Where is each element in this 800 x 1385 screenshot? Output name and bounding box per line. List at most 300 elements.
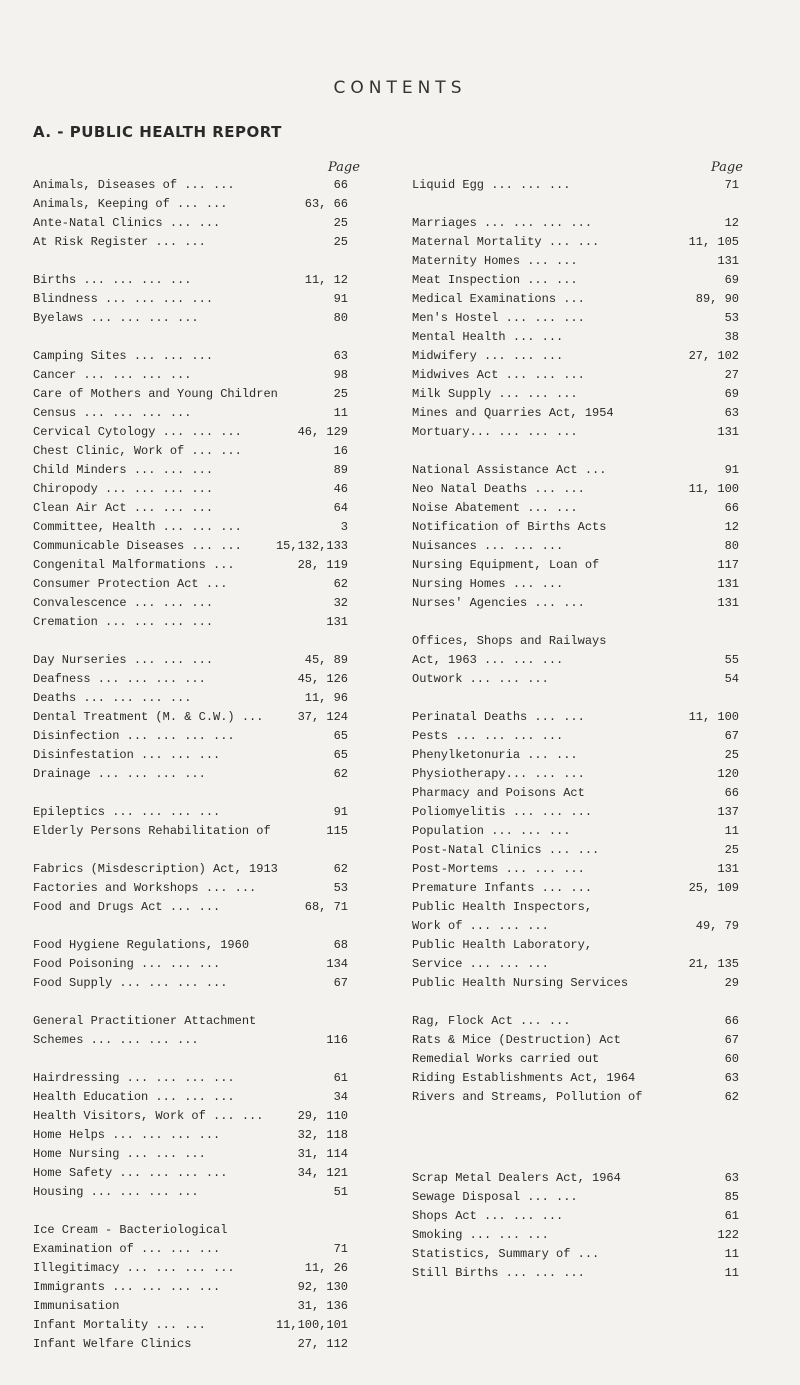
index-entry-label: Milk Supply ... ... ... <box>412 387 578 401</box>
index-entry <box>33 1126 348 1145</box>
index-entry-label: Committee, Health ... ... ... <box>33 520 242 534</box>
index-entry-label: Immigrants ... ... ... ... <box>33 1280 221 1294</box>
index-entry-page: 117 <box>717 558 739 572</box>
right-index-column-bottom <box>412 1169 739 1283</box>
index-entry-page: 62 <box>333 577 348 591</box>
index-entry-label: Home Nursing ... ... ... <box>33 1147 206 1161</box>
index-entry-label: Medical Examinations ... <box>412 292 585 306</box>
index-entry-page: 21, 135 <box>688 957 739 971</box>
index-entry <box>33 423 348 442</box>
index-entry <box>412 936 739 955</box>
index-entry <box>33 1107 348 1126</box>
index-entry <box>33 1240 348 1259</box>
index-entry-label: Food and Drugs Act ... ... <box>33 900 221 914</box>
index-entry-page: 62 <box>724 1090 739 1104</box>
index-entry-label: Public Health Laboratory, <box>412 938 593 952</box>
index-entry <box>412 708 739 727</box>
index-entry <box>33 974 348 993</box>
index-entry <box>33 898 348 917</box>
index-entry <box>33 822 348 841</box>
index-entry-page: 63 <box>724 1071 739 1085</box>
index-entry-page: 131 <box>717 577 739 591</box>
index-entry-label: Midwifery ... ... ... <box>412 349 564 363</box>
index-entry <box>412 1012 739 1031</box>
index-entry-label: Deaths ... ... ... ... <box>33 691 192 705</box>
index-entry <box>33 1145 348 1164</box>
index-entry <box>412 784 739 803</box>
index-entry <box>33 499 348 518</box>
index-entry-label: Fabrics (Misdescription) Act, 1913 <box>33 862 278 876</box>
index-entry-page: 25 <box>724 748 739 762</box>
index-entry-page: 131 <box>717 862 739 876</box>
index-entry <box>33 1164 348 1183</box>
index-entry-page: 34 <box>333 1090 348 1104</box>
index-entry-label: Poliomyelitis ... ... ... <box>412 805 593 819</box>
index-entry-label: Noise Abatement ... ... <box>412 501 578 515</box>
right-index-column <box>412 176 739 1107</box>
index-entry-page: 46 <box>333 482 348 496</box>
index-entry-label: Statistics, Summary of ... <box>412 1247 600 1261</box>
index-entry-label: Home Helps ... ... ... ... <box>33 1128 221 1142</box>
index-entry-page: 25 <box>333 387 348 401</box>
index-entry-label: Examination of ... ... ... <box>33 1242 221 1256</box>
index-entry <box>33 366 348 385</box>
index-entry <box>412 594 739 613</box>
index-entry <box>33 803 348 822</box>
index-entry <box>33 195 348 214</box>
index-entry-label: Elderly Persons Rehabilitation of <box>33 824 271 838</box>
index-entry-page: 11, 12 <box>304 273 348 287</box>
index-entry-label: Sewage Disposal ... ... <box>412 1190 578 1204</box>
index-entry-page: 49, 79 <box>695 919 739 933</box>
index-entry-page: 61 <box>333 1071 348 1085</box>
index-entry-page: 89, 90 <box>695 292 739 306</box>
index-entry-label: Infant Welfare Clinics <box>33 1337 192 1351</box>
index-entry <box>412 1188 739 1207</box>
index-entry-page: 98 <box>333 368 348 382</box>
index-entry-label: Schemes ... ... ... ... <box>33 1033 199 1047</box>
index-entry-label: Riding Establishments Act, 1964 <box>412 1071 636 1085</box>
index-entry-label: Immunisation <box>33 1299 120 1313</box>
index-entry <box>33 1088 348 1107</box>
index-entry-page: 66 <box>724 1014 739 1028</box>
index-entry-label: Dental Treatment (M. & C.W.) ... <box>33 710 264 724</box>
index-entry <box>33 613 348 632</box>
index-entry-label: Consumer Protection Act ... <box>33 577 228 591</box>
index-entry <box>412 860 739 879</box>
index-entry <box>33 537 348 556</box>
index-entry-page: 51 <box>333 1185 348 1199</box>
index-entry-page: 67 <box>724 729 739 743</box>
index-entry-label: Health Education ... ... ... <box>33 1090 235 1104</box>
index-entry-page: 25 <box>333 235 348 249</box>
index-entry <box>412 822 739 841</box>
index-entry-label: Population ... ... ... <box>412 824 571 838</box>
index-entry-page: 11,100,101 <box>275 1318 348 1332</box>
index-entry-label: Physiotherapy... ... ... <box>412 767 585 781</box>
index-entry <box>33 518 348 537</box>
index-entry <box>412 290 739 309</box>
index-entry-page: 63 <box>724 1171 739 1185</box>
index-entry-page: 45, 89 <box>304 653 348 667</box>
index-entry-page: 66 <box>333 178 348 192</box>
index-entry-page: 11, 100 <box>688 710 739 724</box>
index-entry <box>412 1088 739 1107</box>
index-entry-label: General Practitioner Attachment <box>33 1014 257 1028</box>
index-entry-label: Pests ... ... ... ... <box>412 729 564 743</box>
index-entry-label: Pharmacy and Poisons Act <box>412 786 585 800</box>
index-entry <box>412 271 739 290</box>
index-entry <box>412 404 739 423</box>
index-entry-page: 92, 130 <box>297 1280 348 1294</box>
index-entry-page: 27, 112 <box>297 1337 348 1351</box>
index-entry-label: Notification of Births Acts <box>412 520 607 534</box>
index-entry-page: 62 <box>333 767 348 781</box>
index-entry-label: Maternal Mortality ... ... <box>412 235 600 249</box>
index-entry-label: Still Births ... ... ... <box>412 1266 585 1280</box>
index-entry-label: Byelaws ... ... ... ... <box>33 311 199 325</box>
index-entry-page: 69 <box>724 273 739 287</box>
index-entry-label: Chest Clinic, Work of ... ... <box>33 444 242 458</box>
index-entry-label: Cremation ... ... ... ... <box>33 615 214 629</box>
index-entry-page: 91 <box>724 463 739 477</box>
index-entry-label: Mines and Quarries Act, 1954 <box>412 406 614 420</box>
index-entry-page: 12 <box>724 216 739 230</box>
index-entry <box>33 1259 348 1278</box>
index-entry <box>412 974 739 993</box>
index-entry-page: 25 <box>333 216 348 230</box>
index-entry-label: Home Safety ... ... ... ... <box>33 1166 228 1180</box>
index-entry-page: 11, 96 <box>304 691 348 705</box>
index-entry <box>412 233 739 252</box>
index-entry <box>33 955 348 974</box>
index-entry-page: 71 <box>724 178 739 192</box>
index-entry-page: 55 <box>724 653 739 667</box>
index-entry <box>412 1031 739 1050</box>
index-entry <box>33 347 348 366</box>
index-entry-page: 11, 105 <box>688 235 739 249</box>
index-entry <box>33 290 348 309</box>
index-entry-page: 31, 114 <box>297 1147 348 1161</box>
index-entry-label: Scrap Metal Dealers Act, 1964 <box>412 1171 621 1185</box>
index-entry-page: 3 <box>340 520 348 534</box>
index-entry-label: Chiropody ... ... ... ... <box>33 482 214 496</box>
index-entry <box>33 480 348 499</box>
index-entry-label: Ante-Natal Clinics ... ... <box>33 216 221 230</box>
index-entry-page: 67 <box>333 976 348 990</box>
index-entry-label: Shops Act ... ... ... <box>412 1209 564 1223</box>
index-entry-label: Camping Sites ... ... ... <box>33 349 214 363</box>
right-page-column-header: Page <box>711 160 743 175</box>
index-entry-page: 37, 124 <box>297 710 348 724</box>
index-entry-page: 85 <box>724 1190 739 1204</box>
index-entry-page: 31, 136 <box>297 1299 348 1313</box>
section-heading: A. - PUBLIC HEALTH REPORT <box>33 123 282 141</box>
index-entry-label: Infant Mortality ... ... <box>33 1318 206 1332</box>
index-entry <box>412 841 739 860</box>
index-entry <box>33 556 348 575</box>
index-entry-label: Rag, Flock Act ... ... <box>412 1014 571 1028</box>
index-entry <box>412 765 739 784</box>
index-entry <box>33 1221 348 1240</box>
index-entry-label: Census ... ... ... ... <box>33 406 192 420</box>
index-entry-page: 68, 71 <box>304 900 348 914</box>
index-entry-page: 122 <box>717 1228 739 1242</box>
index-entry-label: Health Visitors, Work of ... ... <box>33 1109 264 1123</box>
index-entry <box>412 328 739 347</box>
index-entry-label: Disinfestation ... ... ... <box>33 748 221 762</box>
index-entry <box>412 176 739 195</box>
index-entry <box>412 1207 739 1226</box>
index-entry <box>412 670 739 689</box>
index-entry <box>33 651 348 670</box>
index-entry <box>412 556 739 575</box>
index-entry <box>412 499 739 518</box>
index-entry-page: 120 <box>717 767 739 781</box>
index-entry-label: Blindness ... ... ... ... <box>33 292 214 306</box>
index-entry-label: Factories and Workshops ... ... <box>33 881 257 895</box>
index-entry <box>412 480 739 499</box>
index-entry <box>33 689 348 708</box>
index-entry-page: 29 <box>724 976 739 990</box>
index-entry-page: 53 <box>333 881 348 895</box>
index-entry-label: Convalescence ... ... ... <box>33 596 214 610</box>
index-entry <box>33 1278 348 1297</box>
index-entry <box>33 746 348 765</box>
index-entry <box>412 917 739 936</box>
index-entry-page: 38 <box>724 330 739 344</box>
index-entry <box>33 765 348 784</box>
index-entry-page: 64 <box>333 501 348 515</box>
index-entry <box>412 461 739 480</box>
index-entry-label: Post-Mortems ... ... ... <box>412 862 585 876</box>
index-entry-label: Food Poisoning ... ... ... <box>33 957 221 971</box>
index-entry-label: Smoking ... ... ... <box>412 1228 549 1242</box>
index-entry-page: 63 <box>333 349 348 363</box>
index-entry-page: 137 <box>717 805 739 819</box>
index-entry-page: 116 <box>326 1033 348 1047</box>
index-entry <box>412 746 739 765</box>
index-entry <box>412 1169 739 1188</box>
index-entry <box>33 233 348 252</box>
index-entry <box>33 1069 348 1088</box>
index-entry-page: 91 <box>333 292 348 306</box>
index-entry-label: Neo Natal Deaths ... ... <box>412 482 585 496</box>
index-entry <box>33 575 348 594</box>
index-entry-label: Public Health Nursing Services <box>412 976 629 990</box>
index-entry-page: 12 <box>724 520 739 534</box>
page-title: CONTENTS <box>333 78 467 98</box>
index-entry <box>412 632 739 651</box>
index-entry-label: Cervical Cytology ... ... ... <box>33 425 242 439</box>
index-entry-page: 11 <box>724 1266 739 1280</box>
index-entry <box>412 385 739 404</box>
index-entry <box>412 518 739 537</box>
index-entry-label: Act, 1963 ... ... ... <box>412 653 564 667</box>
index-entry-page: 11, 26 <box>304 1261 348 1275</box>
index-entry <box>412 651 739 670</box>
index-entry-page: 63, 66 <box>304 197 348 211</box>
index-entry <box>33 708 348 727</box>
index-entry-page: 66 <box>724 786 739 800</box>
index-entry-page: 131 <box>326 615 348 629</box>
index-entry-label: Perinatal Deaths ... ... <box>412 710 585 724</box>
index-entry-page: 32, 118 <box>297 1128 348 1142</box>
left-index-column <box>33 176 348 1354</box>
index-entry-label: Animals, Keeping of ... ... <box>33 197 228 211</box>
index-entry-page: 60 <box>724 1052 739 1066</box>
index-entry-label: Liquid Egg ... ... ... <box>412 178 571 192</box>
index-entry <box>412 1050 739 1069</box>
index-entry <box>33 1335 348 1354</box>
index-entry <box>412 347 739 366</box>
index-entry <box>33 727 348 746</box>
index-entry <box>33 879 348 898</box>
index-entry-page: 65 <box>333 729 348 743</box>
index-entry-label: Drainage ... ... ... ... <box>33 767 206 781</box>
index-entry-page: 53 <box>724 311 739 325</box>
index-entry-label: Mortuary... ... ... ... <box>412 425 578 439</box>
index-entry <box>33 214 348 233</box>
index-entry-page: 11 <box>333 406 348 420</box>
index-entry-label: Births ... ... ... ... <box>33 273 192 287</box>
index-entry-label: Phenylketonuria ... ... <box>412 748 578 762</box>
index-entry-page: 25, 109 <box>688 881 739 895</box>
index-entry <box>412 575 739 594</box>
index-entry <box>412 879 739 898</box>
index-entry <box>412 727 739 746</box>
index-entry-label: Cancer ... ... ... ... <box>33 368 192 382</box>
index-entry-page: 15,132,133 <box>275 539 348 553</box>
index-entry <box>412 955 739 974</box>
index-entry-page: 29, 110 <box>297 1109 348 1123</box>
index-entry-label: Hairdressing ... ... ... ... <box>33 1071 235 1085</box>
index-entry-page: 45, 126 <box>297 672 348 686</box>
index-entry <box>33 385 348 404</box>
index-entry-page: 63 <box>724 406 739 420</box>
index-entry <box>33 1031 348 1050</box>
index-entry-page: 115 <box>326 824 348 838</box>
index-entry-page: 65 <box>333 748 348 762</box>
index-entry-page: 27 <box>724 368 739 382</box>
index-entry-page: 11, 100 <box>688 482 739 496</box>
index-entry-label: Meat Inspection ... ... <box>412 273 578 287</box>
index-entry-page: 91 <box>333 805 348 819</box>
index-entry <box>412 1245 739 1264</box>
index-entry <box>412 1264 739 1283</box>
index-entry <box>33 461 348 480</box>
index-entry-label: Men's Hostel ... ... ... <box>412 311 585 325</box>
index-entry-page: 16 <box>333 444 348 458</box>
index-entry <box>33 1183 348 1202</box>
index-entry-page: 28, 119 <box>297 558 348 572</box>
index-entry-label: Maternity Homes ... ... <box>412 254 578 268</box>
index-entry-label: Public Health Inspectors, <box>412 900 593 914</box>
index-entry <box>33 1012 348 1031</box>
index-entry-label: Work of ... ... ... <box>412 919 549 933</box>
index-entry-page: 71 <box>333 1242 348 1256</box>
index-entry <box>33 404 348 423</box>
index-entry-page: 67 <box>724 1033 739 1047</box>
index-entry-page: 32 <box>333 596 348 610</box>
index-entry-page: 131 <box>717 254 739 268</box>
index-entry-label: Epileptics ... ... ... ... <box>33 805 221 819</box>
index-entry-label: Midwives Act ... ... ... <box>412 368 585 382</box>
index-entry <box>33 271 348 290</box>
index-entry-page: 131 <box>717 596 739 610</box>
index-entry-label: National Assistance Act ... <box>412 463 607 477</box>
index-entry <box>33 936 348 955</box>
index-entry-label: Animals, Diseases of ... ... <box>33 178 235 192</box>
index-entry-label: Nursing Equipment, Loan of <box>412 558 600 572</box>
index-entry-label: Marriages ... ... ... ... <box>412 216 593 230</box>
index-entry-label: Day Nurseries ... ... ... <box>33 653 214 667</box>
index-entry-label: Congenital Malformations ... <box>33 558 235 572</box>
index-entry-page: 11 <box>724 824 739 838</box>
index-entry-label: Care of Mothers and Young Children <box>33 387 278 401</box>
index-entry-label: Outwork ... ... ... <box>412 672 549 686</box>
index-entry-label: Nursing Homes ... ... <box>412 577 564 591</box>
index-entry-page: 61 <box>724 1209 739 1223</box>
index-entry-label: Clean Air Act ... ... ... <box>33 501 214 515</box>
index-entry-label: Post-Natal Clinics ... ... <box>412 843 600 857</box>
index-entry <box>412 214 739 233</box>
index-entry-page: 11 <box>724 1247 739 1261</box>
index-entry-label: Remedial Works carried out <box>412 1052 600 1066</box>
index-entry-label: Child Minders ... ... ... <box>33 463 214 477</box>
index-entry-label: Nuisances ... ... ... <box>412 539 564 553</box>
index-entry-label: Offices, Shops and Railways <box>412 634 607 648</box>
index-entry <box>412 898 739 917</box>
index-entry <box>412 366 739 385</box>
index-entry-label: Communicable Diseases ... ... <box>33 539 242 553</box>
index-entry <box>412 803 739 822</box>
index-entry <box>412 1069 739 1088</box>
index-entry-page: 69 <box>724 387 739 401</box>
index-entry <box>33 670 348 689</box>
index-entry <box>33 594 348 613</box>
index-entry-label: Service ... ... ... <box>412 957 549 971</box>
index-entry-page: 89 <box>333 463 348 477</box>
index-entry-page: 66 <box>724 501 739 515</box>
index-entry-label: Nurses' Agencies ... ... <box>412 596 585 610</box>
index-entry-label: Food Supply ... ... ... ... <box>33 976 228 990</box>
index-entry-page: 134 <box>326 957 348 971</box>
index-entry-page: 62 <box>333 862 348 876</box>
index-entry-label: Mental Health ... ... <box>412 330 564 344</box>
index-entry-page: 34, 121 <box>297 1166 348 1180</box>
index-entry-label: Premature Infants ... ... <box>412 881 593 895</box>
index-entry-label: Illegitimacy ... ... ... ... <box>33 1261 235 1275</box>
index-entry <box>412 252 739 271</box>
index-entry-label: At Risk Register ... ... <box>33 235 206 249</box>
left-page-column-header: Page <box>328 160 360 175</box>
index-entry <box>33 442 348 461</box>
index-entry <box>33 309 348 328</box>
index-entry <box>33 176 348 195</box>
index-entry-page: 80 <box>333 311 348 325</box>
index-entry-page: 80 <box>724 539 739 553</box>
index-entry <box>33 1297 348 1316</box>
index-entry <box>33 1316 348 1335</box>
index-entry-page: 25 <box>724 843 739 857</box>
index-entry-label: Rats & Mice (Destruction) Act <box>412 1033 621 1047</box>
index-entry-page: 46, 129 <box>297 425 348 439</box>
index-entry <box>412 537 739 556</box>
index-entry <box>412 423 739 442</box>
index-entry-label: Ice Cream - Bacteriological <box>33 1223 228 1237</box>
index-entry-label: Deafness ... ... ... ... <box>33 672 206 686</box>
